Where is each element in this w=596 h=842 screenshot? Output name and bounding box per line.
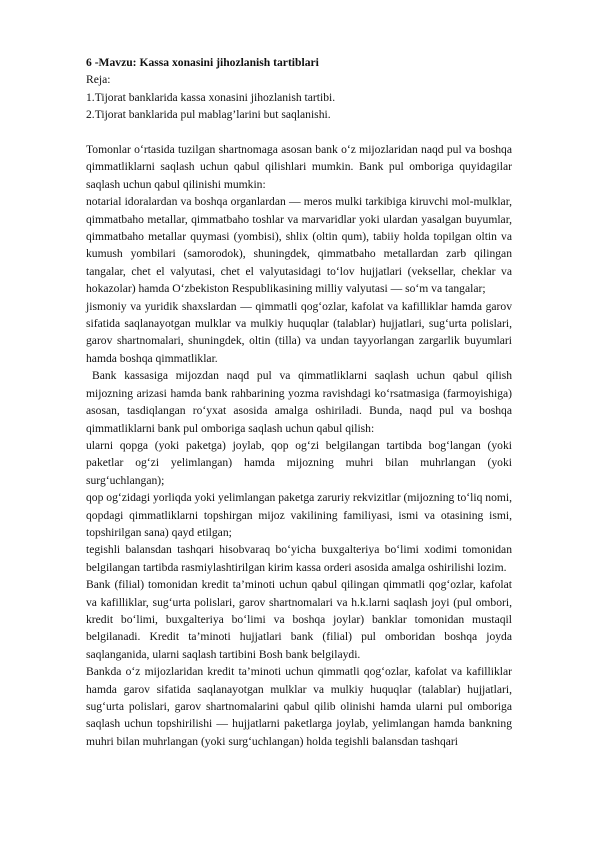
document-title: 6 -Mavzu: Kassa xonasini jihozlanish tartiblari xyxy=(86,56,319,69)
body-paragraph-9: Bankda o‘z mijozlaridan kredit ta’minoti uchun qimmatli qog‘ozlar, kafolat va kafilliklar hamda garov sifatida saqlanayotgan mulklar va mulkiy huquqlar (talablar) hujjatlari, sug‘urta polislari, garov shartnomalarini qabul qilib olinishi hamda ularni pul omboriga saqlash uchun topshirilishi — hujjatlarni paketlarga joylab, yelimlangan hamda bankning muhri bilan muhrlangan (yoki surg‘uchlangan) holda tegishli balansdan tashqari xyxy=(86,665,512,748)
body-paragraph-8: Bank (filial) tomonidan kredit ta’minoti uchun qabul qilingan qimmatli qog‘ozlar, kafolat va kafilliklar, sug‘urta polislari, garov shartnomalari va h.k.larni saqlash joyi (pul ombori, kredit bo‘limi, buxgalteriya bo‘limi va boshqa joylar) banklar tomonidan mustaqil belgilanadi. Kredit ta’minoti hujjatlari bank (filial) pul omboridan boshqa joyda saqlanganida, ularni saqlash tartibini Bosh bank belgilaydi. xyxy=(86,578,512,661)
plan-item-1: 1.Tijorat banklarida kassa xonasini jihozlanish tartibi. xyxy=(86,90,336,104)
body-paragraph-6: qop og‘zidagi yorliqda yoki yelimlangan paketga zaruriy rekvizitlar (mijozning to‘liq nomi, qopdagi qimmatliklarni topshirgan mijoz vakilining familiyasi, ismi va otasining ismi, topshirilgan sana) qayd etilgan; xyxy=(86,491,512,539)
body-paragraph-2: notarial idoralardan va boshqa organlardan — meros mulki tarkibiga kiruvchi mol-mulklar, qimmatbaho metallar, qimmatbaho toshlar va marvaridlar yoki ulardan yasalgan buyumlar, qimmatbaho metallar quymasi (yombisi), shlix (oltin qum), tabiiy holda topilgan oltin va kumush yombilari (samorodok), shuningdek, qimmatbaho metallardan zarb qilingan tangalar, chet el valyutasi, chet el valyutasidagi to‘lov hujjatlari (veksellar, cheklar va hokazolar) hamda O‘zbekiston Respublikasining milliy valyutasi — so‘m va tangalar; xyxy=(86,195,512,296)
plan-item-2: 2.Tijorat banklarida pul mablag’larini but saqlanishi. xyxy=(86,108,331,122)
document-page xyxy=(86,54,512,750)
body-paragraph-7: tegishli balansdan tashqari hisobvaraq bo‘yicha buxgalteriya bo‘limi xodimi tomonidan belgilangan tartibda rasmiylashtirilgan kirim kassa orderi asosida amalga oshirilishi lozim. xyxy=(86,543,512,574)
body-paragraph-1: Tomonlar o‘rtasida tuzilgan shartnomaga asosan bank o‘z mijozlaridan naqd pul va boshqa qimmatliklarni saqlash uchun qabul qilishlari mumkin. Bank pul omboriga quyidagilar saqlash uchun qabul qilinishi mumkin: xyxy=(86,143,512,191)
spacer xyxy=(86,124,512,141)
plan-label: Reja: xyxy=(86,73,111,87)
body-paragraph-4: Bank kassasiga mijozdan naqd pul va qimmatliklarni saqlash uchun qabul qilish mijozning arizasi hamda bank rahbarining yozma ravishdagi ko‘rsatmasiga (farmoyishiga) asosan, tasdiqlangan ro‘yxat asosida amalga oshiriladi. Bunda, naqd pul va boshqa qimmatliklarni bank pul omboriga saqlash uchun qabul qilish: xyxy=(86,369,512,435)
body-paragraph-3: jismoniy va yuridik shaxslardan — qimmatli qog‘ozlar, kafolat va kafilliklar hamda garov sifatida saqlanayotgan mulklar va mulkiy huquqlar (talablar) hujjatlari, sug‘urta polislari, garov shartnomalari, shuningdek, oltin (tilla) va undan tayyorlangan zargarlik buyumlari hamda boshqa qimmatliklar. xyxy=(86,299,512,365)
body-paragraph-5: ularni qopga (yoki paketga) joylab, qop og‘zi belgilangan tartibda bog‘langan (yoki paketlar og‘zi yelimlangan) hamda mijozning muhri bilan muhrlangan (yoki surg‘uchlangan); xyxy=(86,438,512,487)
